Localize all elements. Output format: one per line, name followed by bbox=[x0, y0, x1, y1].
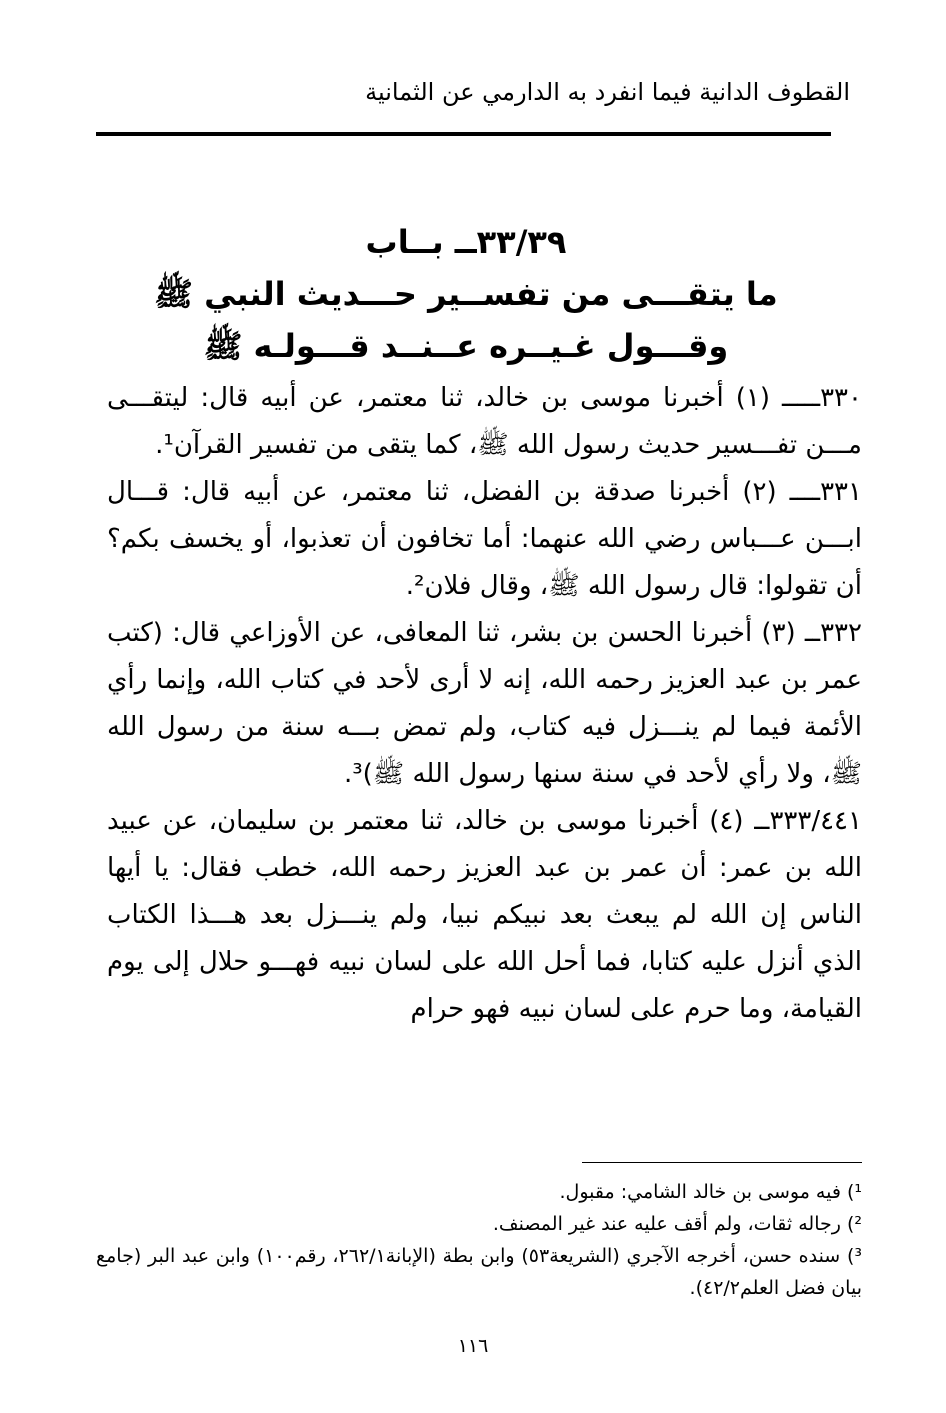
footnote-2: ²) رجاله ثقات، ولم أقف عليه عند غير المصنف. bbox=[492, 1213, 862, 1235]
chapter-number-line: ٣٣/٣٩ــ بــاب bbox=[365, 223, 567, 261]
footnotes bbox=[96, 1176, 862, 1304]
chapter-title-line-1: ما يتقـــى من تفســير حـــديث النبي ﷺ bbox=[154, 275, 778, 313]
hadith-paragraph-330: ٣٣٠ـــــ (١) أخبرنا موسى بن خالد، ثنا معتمر، عن أبيه قال: ليتقـــى مـــن تفـــسير حديث رسول الله ﷺ، كما يتقى من تفسير القرآن¹. bbox=[107, 383, 862, 460]
page-number: ١١٦ bbox=[457, 1335, 489, 1357]
header-rule bbox=[96, 132, 831, 136]
hadith-paragraph-331: ٣٣١ــــ (٢) أخبرنا صدقة بن الفضل، ثنا معتمر، عن أبيه قال: قـــال ابـــن عـــباس رضي الله عنهما: أما تخافون أن تعذبوا، أو يخسف بكم؟ أن تقولوا: قال رسول الله ﷺ، وقال فلان². bbox=[107, 477, 862, 601]
footnote-1: ¹) فيه موسى بن خالد الشامي: مقبول. bbox=[559, 1181, 862, 1203]
chapter-title-line-2: وقـــول غـيــره عــنــد قـــولـه ﷺ bbox=[203, 327, 729, 365]
footnote-3: ³) سنده حسن، أخرجه الآجري (الشريعة٥٣) وابن بطة (الإبانة٢٦٢/١، رقم١٠٠) وابن عبد البر (جامع بيان فضل العلم٤٢/٢). bbox=[96, 1245, 862, 1299]
hadith-paragraph-332: ٣٣٢ــ (٣) أخبرنا الحسن بن بشر، ثنا المعافى، عن الأوزاعي قال: (كتب عمر بن عبد العزيز رحمه الله، إنه لا أرى لأحد في كتاب الله، وإنما رأي الأئمة فيما لم ينـــزل فيه كتاب، ولم تمض بـــه سنة من رسول الله ﷺ، ولا رأي لأحد في سنة سنها رسول الله ﷺ)³. bbox=[107, 618, 862, 789]
main-text bbox=[107, 375, 862, 1033]
hadith-paragraph-333: ٣٣٣/٤٤١ــ (٤) أخبرنا موسى بن خالد، ثنا معتمر بن سليمان، عن عبيد الله بن عمر: أن عمر بن عبد العزيز رحمه الله، خطب فقال: يا أيها الناس إن الله لم يبعث بعد نبيكم نبيا، ولم ينـــزل بعد هـــذا الكتاب الذي أنزل عليه كتابا، فما أحل الله على لسان نبيه فهـــو حلال إلى يوم القيامة، وما حرم على لسان نبيه فهو حرام bbox=[107, 806, 862, 1024]
footnote-separator bbox=[582, 1162, 862, 1163]
running-head: القطوف الدانية فيما انفرد به الدارمي عن الثمانية bbox=[365, 78, 850, 106]
